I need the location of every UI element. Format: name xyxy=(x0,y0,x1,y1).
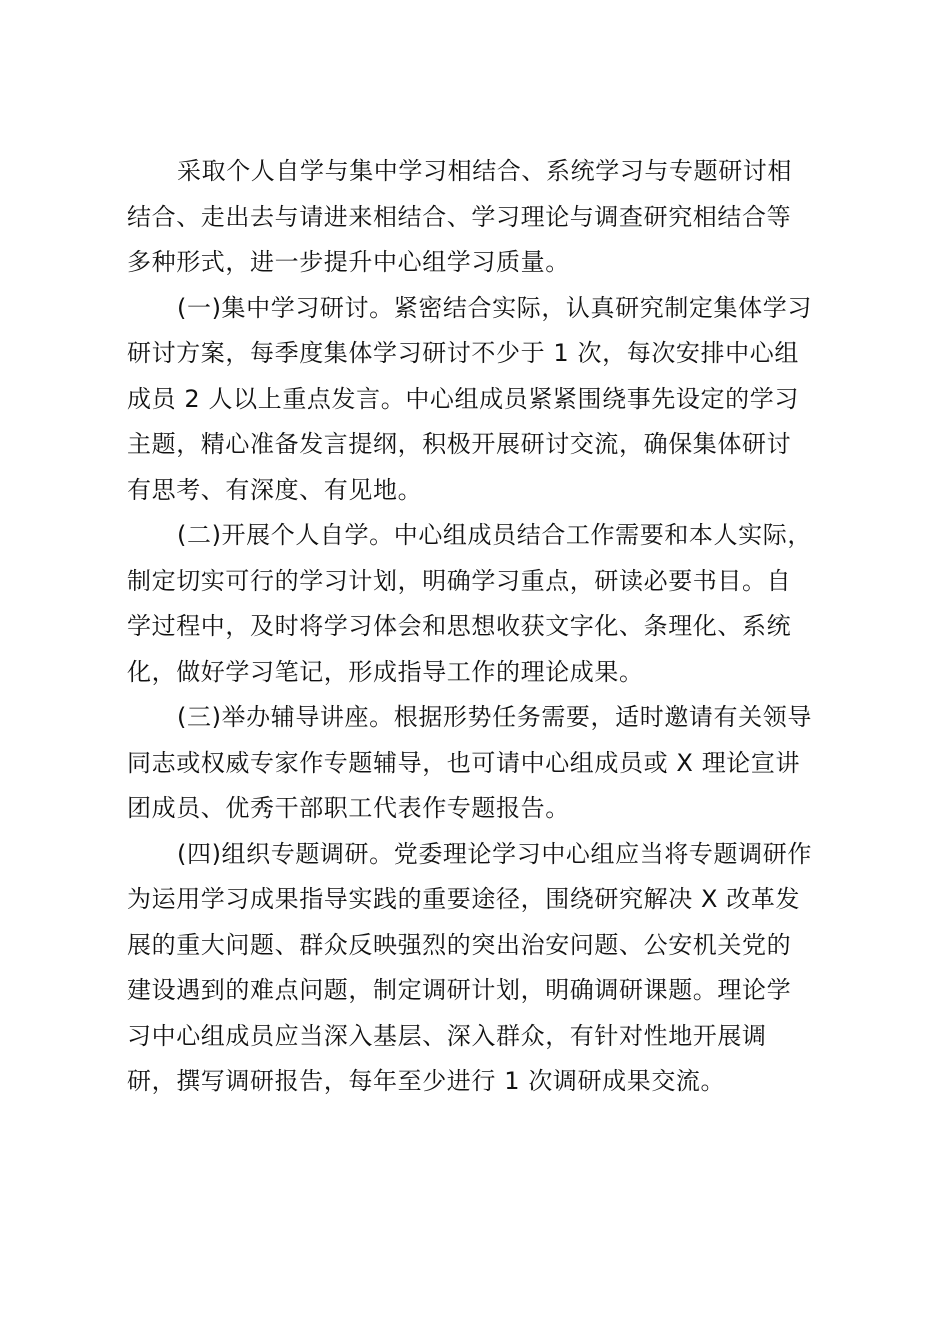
text-line: 化，做好学习笔记，形成指导工作的理论成果。 xyxy=(127,657,644,686)
text-line: (三)举办辅导讲座。根据形势任务需要，适时邀请有关领导 xyxy=(177,703,812,731)
text-line: 采取个人自学与集中学习相结合、系统学习与专题研讨相 xyxy=(177,157,792,185)
text-line: (二)开展个人自学。中心组成员结合工作需要和本人实际， xyxy=(177,521,812,549)
text-line: 习中心组成员应当深入基层、深入群众，有针对性地开展调 xyxy=(127,1021,767,1050)
text-line: 主题，精心准备发言提纲，积极开展研讨交流，确保集体研讨 xyxy=(127,430,792,458)
text-line: 展的重大问题、群众反映强烈的突出治安问题、公安机关党的 xyxy=(127,930,792,959)
paragraph-section-1 xyxy=(127,286,827,514)
paragraph-section-4 xyxy=(127,832,827,1105)
text-line: 多种形式，进一步提升中心组学习质量。 xyxy=(127,248,570,276)
paragraph-section-2 xyxy=(127,513,827,695)
text-line: 制定切实可行的学习计划，明确学习重点，研读必要书目。自 xyxy=(127,566,792,595)
text-line: 研讨方案，每季度集体学习研讨不少于 1 次，每次安排中心组 xyxy=(127,339,799,367)
text-line: 同志或权威专家作专题辅导，也可请中心组成员或 X 理论宣讲 xyxy=(127,748,801,777)
text-line: (一)集中学习研讨。紧密结合实际，认真研究制定集体学习 xyxy=(177,293,812,322)
text-line: 有思考、有深度、有见地。 xyxy=(127,475,423,504)
paragraph-intro xyxy=(127,149,827,286)
text-line: 为运用学习成果指导实践的重要途径，围绕研究解决 X 改革发 xyxy=(127,885,801,913)
text-line: 学过程中，及时将学习体会和思想收获文字化、条理化、系统 xyxy=(127,612,792,640)
text-line: 研，撰写调研报告，每年至少进行 1 次调研成果交流。 xyxy=(127,1067,726,1095)
document-body xyxy=(127,149,827,1105)
text-line: 成员 2 人以上重点发言。中心组成员紧紧围绕事先设定的学习 xyxy=(127,384,799,413)
text-line: (四)组织专题调研。党委理论学习中心组应当将专题调研作 xyxy=(177,839,812,868)
paragraph-section-3 xyxy=(127,695,827,832)
text-line: 结合、走出去与请进来相结合、学习理论与调查研究相结合等 xyxy=(127,202,792,231)
text-line: 建设遇到的难点问题，制定调研计划，明确调研课题。理论学 xyxy=(127,976,792,1004)
text-line: 团成员、优秀干部职工代表作专题报告。 xyxy=(127,794,570,822)
